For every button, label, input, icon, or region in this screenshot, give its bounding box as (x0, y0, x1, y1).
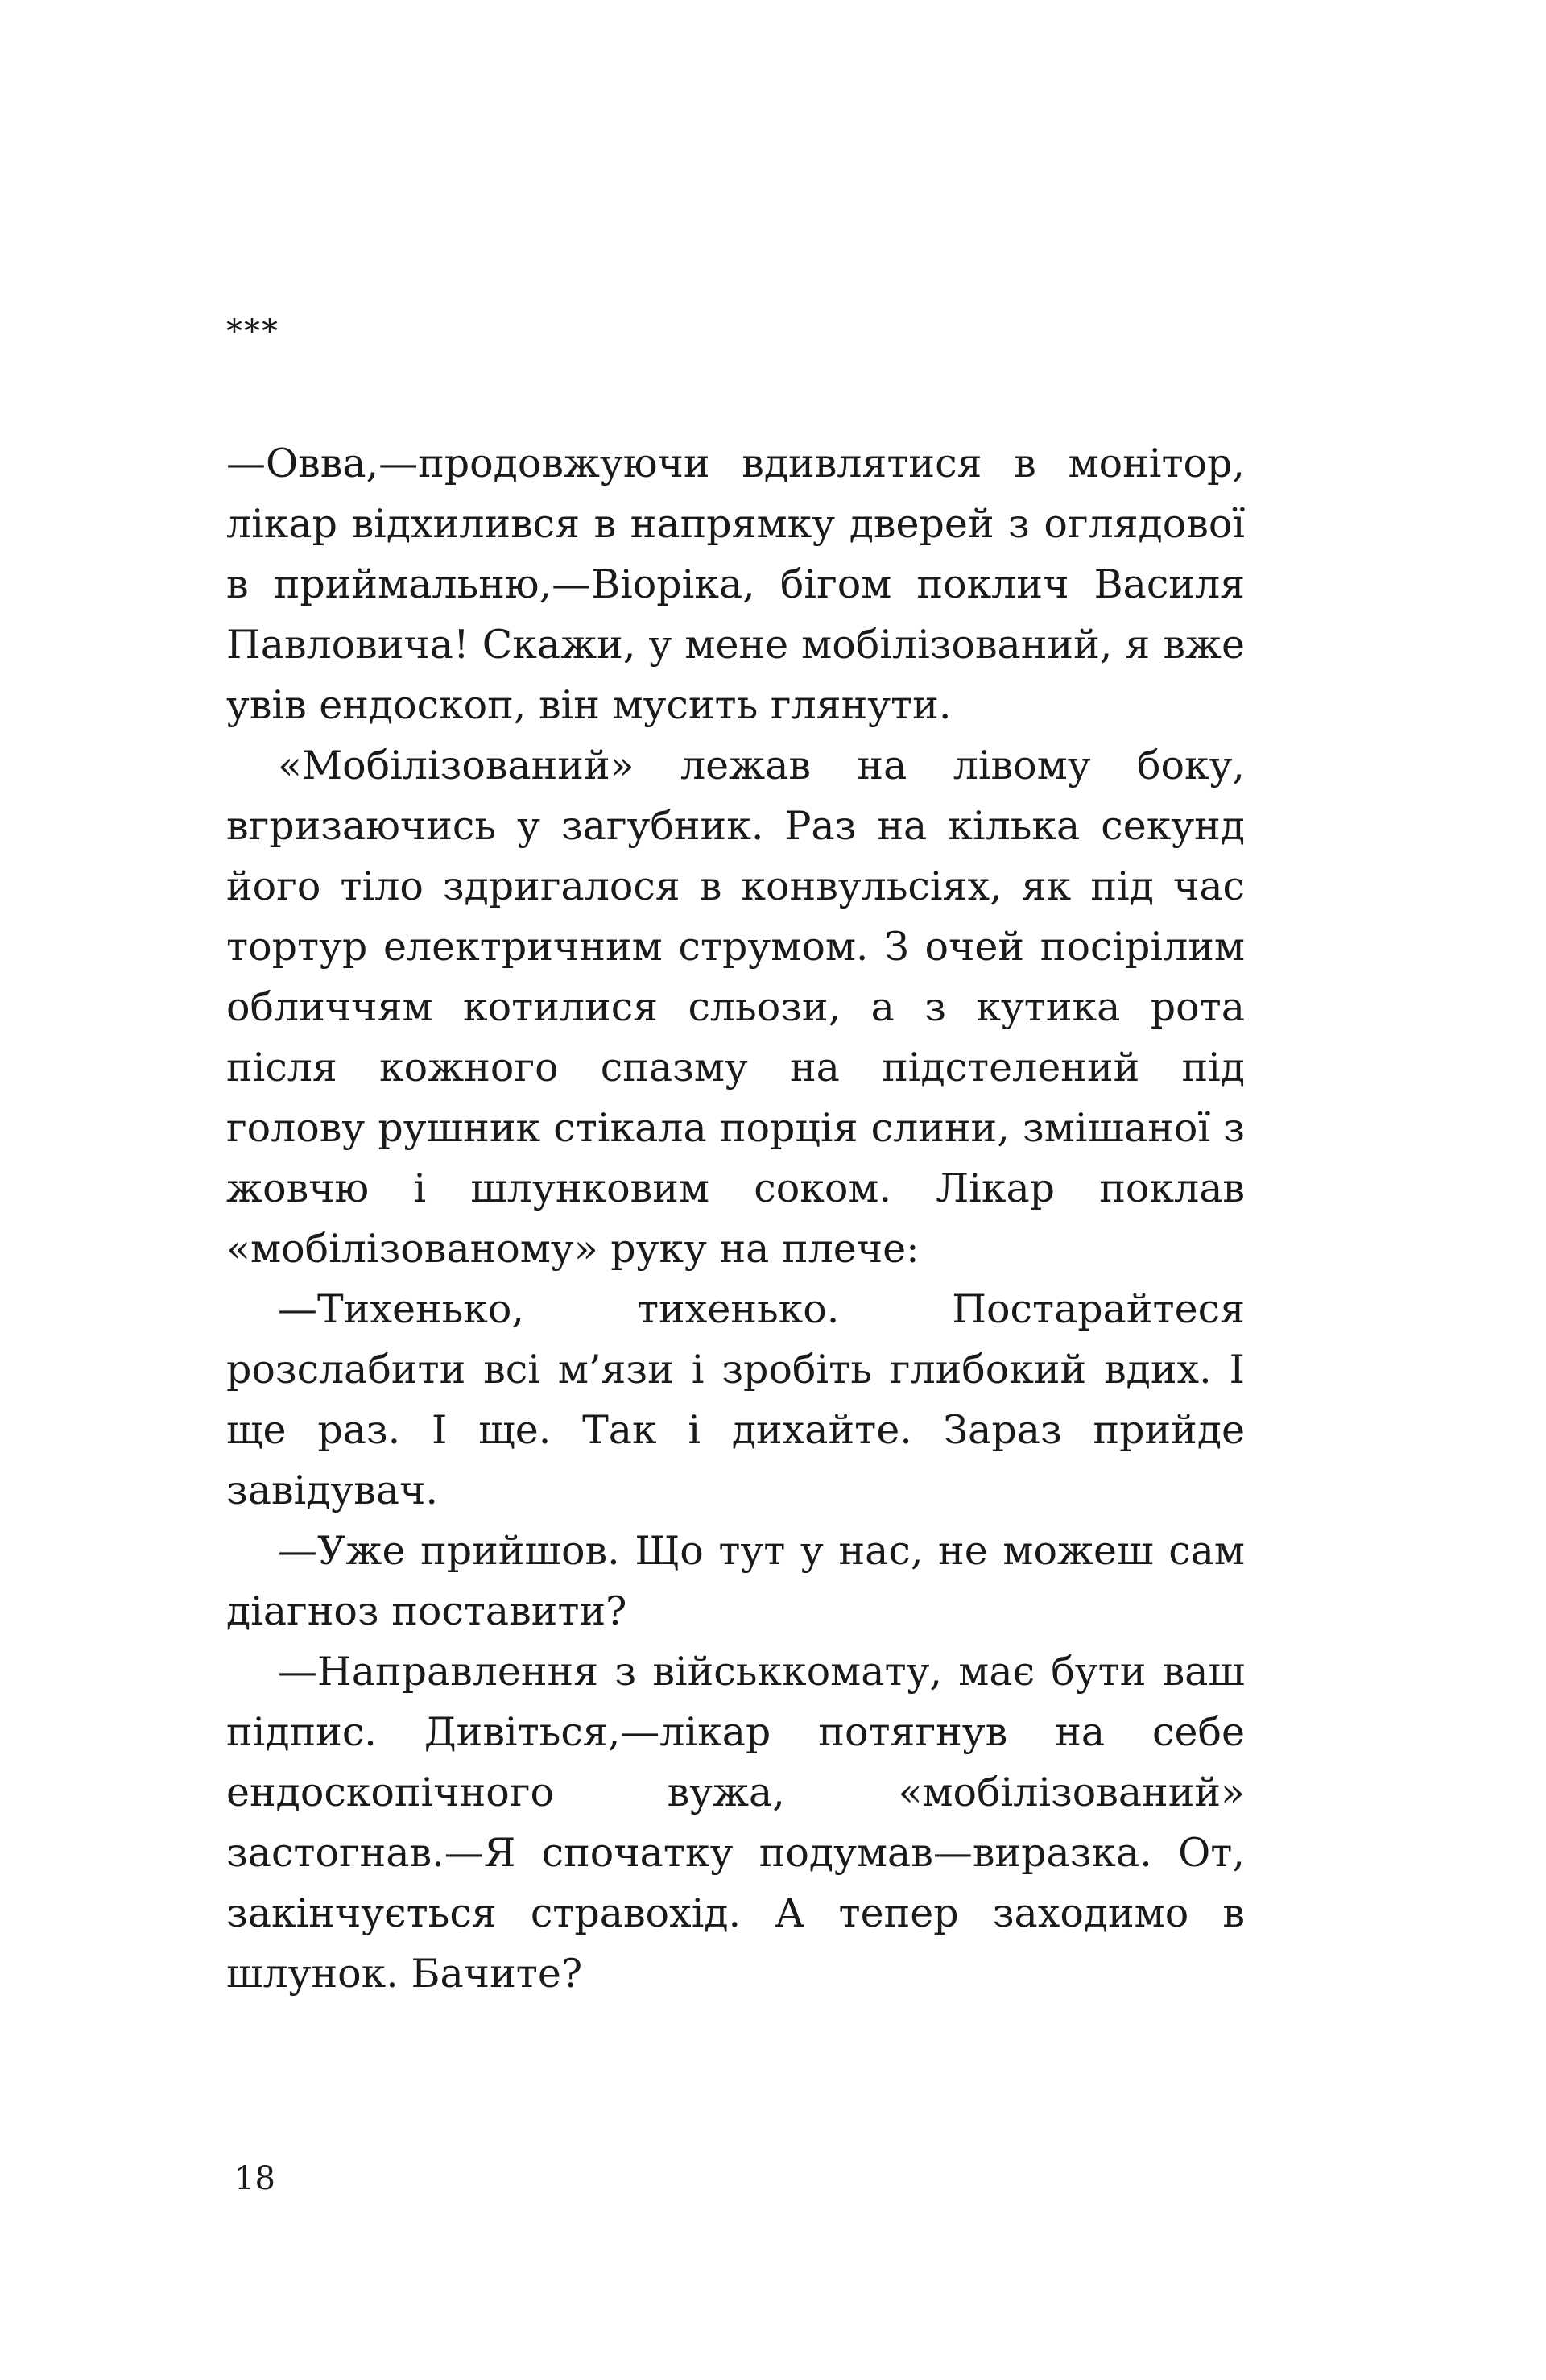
section-separator: *** (226, 313, 279, 350)
paragraph: «Мобілізований» лежав на лівому боку, вгризаючись у загубник. Раз на кілька секунд його тіло здригалося в конвульсіях, як під час тортур електричним струмом. З очей посірілим обличчям котилися сльози, а з кутика рота після кожного спазму на підстелений під голову рушник стікала порція слини, змішаної з жовчю і шлунковим соком. Лікар поклав «мобілізованому» руку на плече: (226, 743, 1245, 1272)
paragraph: —Уже прийшов. Що тут у нас, не можеш сам діагноз поставити? (226, 1528, 1245, 1634)
body-text (226, 433, 1245, 2004)
paragraph: —Направлення з військкомату, має бути ваш підпис. Дивіться,—лікар потягнув на себе ендоскопічного вужа, «мобілізований» застогнав.—Я спочатку подумав—виразка. От, закінчується стравохід. А тепер заходимо в шлунок. Бачите? (226, 1649, 1245, 1997)
paragraph: —Овва,—продовжуючи вдивлятися в монітор, лікар відхилився в напрямку дверей з оглядової в приймальню,—Віоріка, бігом поклич Василя Павловича! Скажи, у мене мобілізований, я вже увів ендоскоп, він мусить глянути. (226, 441, 1245, 728)
paragraph: —Тихенько, тихенько. Постарайтеся розслабити всі м’язи і зробіть глибокий вдих. І ще раз. І ще. Так і дихайте. Зараз прийде завідувач. (226, 1286, 1245, 1513)
page-number: 18 (234, 2160, 275, 2197)
